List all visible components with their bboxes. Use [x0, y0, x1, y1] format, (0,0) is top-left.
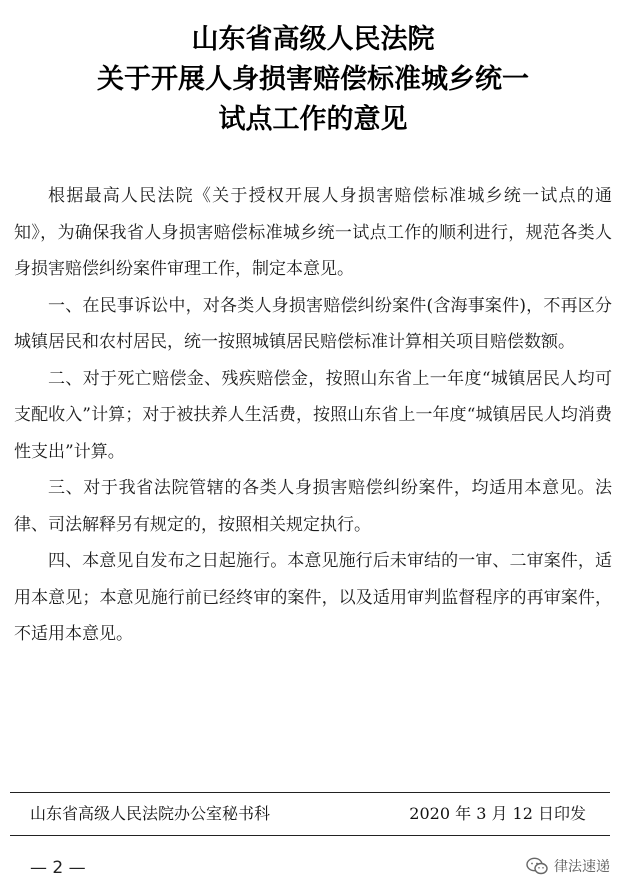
wechat-icon [526, 857, 548, 875]
page-number: — 2 — [30, 858, 86, 878]
footer-issuer: 山东省高级人民法院办公室秘书科 [30, 804, 271, 823]
footer-divider-top [10, 792, 610, 793]
paragraph-article-3: 三、对于我省法院管辖的各类人身损害赔偿纠纷案件，均适用本意见。法律、司法解释另有规定的，按照相关规定执行。 [14, 478, 612, 535]
title-line-1: 山东省高级人民法院 [191, 24, 435, 55]
title-line-2: 关于开展人身损害赔偿标准城乡统一 [97, 64, 529, 95]
footer-divider-bottom [10, 835, 610, 836]
paragraph-article-2: 二、对于死亡赔偿金、残疾赔偿金，按照山东省上一年度“城镇居民人均可支配收入”计算；对于被扶养人生活费，按照山东省上一年度“城镇居民人均消费性支出”计算。 [14, 368, 612, 462]
paragraph-article-4: 四、本意见自发布之日起施行。本意见施行后未审结的一审、二审案件，适用本意见；本意见施行前已经终审的案件，以及适用审判监督程序的再审案件，不适用本意见。 [14, 551, 612, 644]
document-body [14, 178, 612, 653]
title-line-3: 试点工作的意见 [218, 104, 408, 135]
document-title [0, 20, 626, 140]
paragraph-article-1: 一、在民事诉讼中，对各类人身损害赔偿纠纷案件(含海事案件)，不再区分城镇居民和农村居民，统一按照城镇居民赔偿标准计算相关项目赔偿数额。 [14, 295, 612, 352]
footer-date: 2020 年 3 月 12 日印发 [409, 804, 586, 823]
paragraph-preamble: 根据最高人民法院《关于授权开展人身损害赔偿标准城乡统一试点的通知》，为确保我省人身损害赔偿标准城乡统一试点工作的顺利进行，规范各类人身损害赔偿纠纷案件审理工作，制定本意见。 [14, 186, 612, 279]
watermark-text: 律法速递 [554, 859, 610, 875]
watermark [526, 856, 610, 876]
